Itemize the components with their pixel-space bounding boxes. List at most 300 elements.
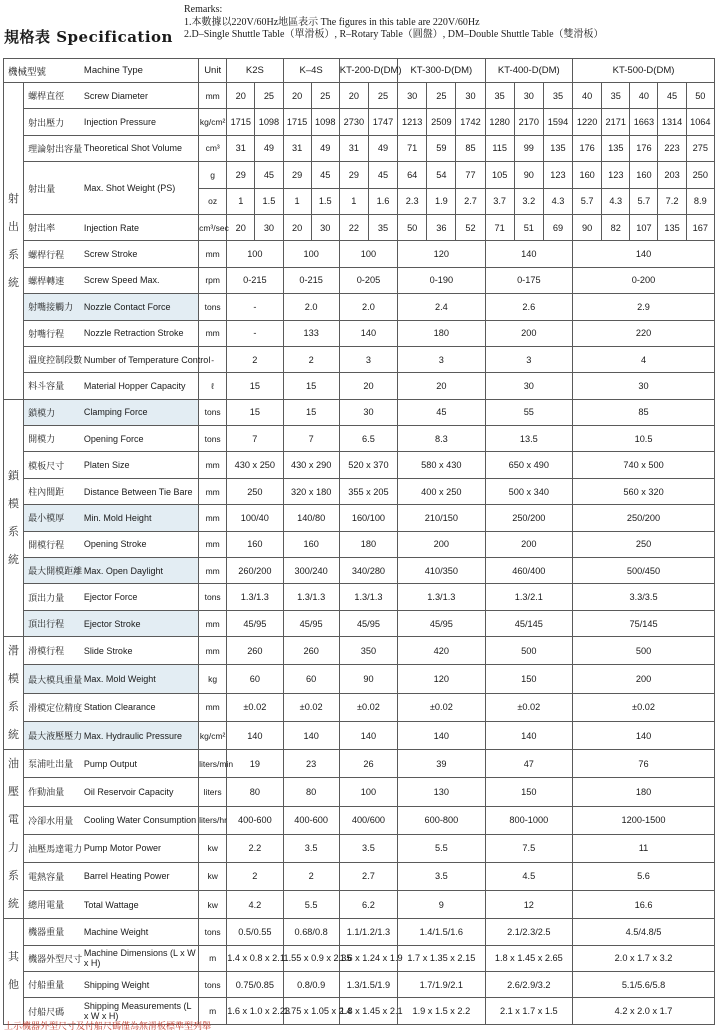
- row-label-en: Station Clearance: [80, 693, 199, 721]
- row-label-zh: 射出量: [24, 162, 80, 215]
- footnote: 上示機器外型尺寸及付船尺碼僅為無滑板標準型列舉: [4, 1021, 212, 1031]
- value-cell: 25: [311, 83, 339, 109]
- row-label-zh: 滑模定位精度: [24, 693, 80, 721]
- value-cell: 4.5: [485, 862, 572, 890]
- row-unit: mm: [199, 531, 227, 557]
- value-cell: 4.5/4.8/5: [573, 919, 715, 945]
- row-label-en: Injection Pressure: [80, 109, 199, 135]
- value-cell: 1.55 x 0.9 x 2.35: [283, 945, 339, 971]
- value-cell: 5.5: [398, 834, 485, 862]
- value-cell: 1.3/1.3: [398, 584, 485, 610]
- row-label-en: Screw Speed Max.: [80, 267, 199, 293]
- row-label-zh: 柱內間距: [24, 478, 80, 504]
- value-cell: 45/95: [227, 610, 283, 636]
- remarks-label: Remarks:: [184, 4, 223, 15]
- header-unit: Unit: [199, 59, 227, 83]
- value-cell: 2171: [602, 109, 630, 135]
- value-cell: 49: [368, 135, 397, 161]
- header-zh: 機械型號: [4, 59, 80, 83]
- value-cell: 13.5: [485, 426, 572, 452]
- value-cell: 35: [368, 214, 397, 240]
- value-cell: 4.2 x 2.0 x 1.7: [573, 998, 715, 1024]
- value-cell: 1: [283, 188, 311, 214]
- value-cell: 140: [485, 721, 572, 749]
- row-unit: kw: [199, 834, 227, 862]
- value-cell: 45: [368, 162, 397, 188]
- value-cell: 300/240: [283, 558, 339, 584]
- model-header: KT-400-D(DM): [485, 59, 572, 83]
- value-cell: 140: [485, 241, 572, 267]
- value-cell: 100/40: [227, 505, 283, 531]
- row-unit: liters: [199, 778, 227, 806]
- table-row: [4, 778, 715, 806]
- value-cell: 320 x 180: [283, 478, 339, 504]
- row-label-zh: 頂出行程: [24, 610, 80, 636]
- value-cell: 1: [227, 188, 255, 214]
- value-cell: 560 x 320: [573, 478, 715, 504]
- value-cell: 50: [686, 83, 714, 109]
- table-row: [4, 945, 715, 971]
- row-label-en: Material Hopper Capacity: [80, 373, 199, 399]
- model-header: KT-500-D(DM): [573, 59, 715, 83]
- row-unit: tons: [199, 584, 227, 610]
- row-label-en: Opening Stroke: [80, 531, 199, 557]
- value-cell: 740 x 500: [573, 452, 715, 478]
- value-cell: 120: [398, 665, 485, 693]
- value-cell: 52: [456, 214, 485, 240]
- value-cell: 77: [456, 162, 485, 188]
- row-label-zh: 油壓馬達電力: [24, 834, 80, 862]
- table-row: [4, 346, 715, 372]
- value-cell: 5.1/5.6/5.8: [573, 971, 715, 997]
- value-cell: 2170: [514, 109, 543, 135]
- value-cell: 80: [283, 778, 339, 806]
- value-cell: 1.8 x 1.45 x 2.1: [339, 998, 397, 1024]
- value-cell: 1220: [573, 109, 602, 135]
- value-cell: 15: [227, 373, 283, 399]
- row-label-zh: 機器重量: [24, 919, 80, 945]
- remark-line-1: 1.本數據以220V/60Hz地區表示 The figures in this table are 220V/60Hz: [184, 16, 480, 28]
- value-cell: 200: [398, 531, 485, 557]
- row-label-en: Pump Motor Power: [80, 834, 199, 862]
- value-cell: 200: [485, 531, 572, 557]
- value-cell: 2.4: [398, 294, 485, 320]
- value-cell: 2.9: [573, 294, 715, 320]
- section-label-other: 其 他: [4, 919, 24, 1025]
- value-cell: 500 x 340: [485, 478, 572, 504]
- value-cell: 1.6 x 1.0 x 2.23: [227, 998, 283, 1024]
- value-cell: 1.5: [311, 188, 339, 214]
- value-cell: 16.6: [573, 890, 715, 918]
- value-cell: 7.5: [485, 834, 572, 862]
- value-cell: 4.2: [227, 890, 283, 918]
- value-cell: 80: [227, 778, 283, 806]
- value-cell: 1594: [543, 109, 572, 135]
- value-cell: 1098: [255, 109, 283, 135]
- row-label-zh: 射嘴行程: [24, 320, 80, 346]
- row-unit: rpm: [199, 267, 227, 293]
- row-unit: mm: [199, 83, 227, 109]
- value-cell: ±0.02: [573, 693, 715, 721]
- value-cell: 2.0: [283, 294, 339, 320]
- value-cell: 9: [398, 890, 485, 918]
- value-cell: 3.2: [514, 188, 543, 214]
- value-cell: 133: [283, 320, 339, 346]
- value-cell: 2.1 x 1.7 x 1.5: [485, 998, 572, 1024]
- value-cell: 1715: [227, 109, 255, 135]
- value-cell: 200: [573, 665, 715, 693]
- row-label-zh: 最小模厚: [24, 505, 80, 531]
- value-cell: -: [227, 320, 283, 346]
- value-cell: 1280: [485, 109, 514, 135]
- value-cell: 90: [339, 665, 397, 693]
- value-cell: 3: [339, 346, 397, 372]
- value-cell: 0-215: [227, 267, 283, 293]
- row-label-zh: 機器外型尺寸: [24, 945, 80, 971]
- value-cell: 1.3/1.5/1.9: [339, 971, 397, 997]
- value-cell: 460/400: [485, 558, 572, 584]
- table-row: [4, 862, 715, 890]
- value-cell: 6.5: [339, 426, 397, 452]
- value-cell: 520 x 370: [339, 452, 397, 478]
- row-label-en: Ejector Stroke: [80, 610, 199, 636]
- value-cell: 2.3: [398, 188, 427, 214]
- row-label-zh: 付船重量: [24, 971, 80, 997]
- value-cell: 0-175: [485, 267, 572, 293]
- value-cell: 160: [573, 162, 602, 188]
- value-cell: 0.68/0.8: [283, 919, 339, 945]
- value-cell: 1064: [686, 109, 714, 135]
- value-cell: 400 x 250: [398, 478, 485, 504]
- value-cell: 4: [573, 346, 715, 372]
- value-cell: 800-1000: [485, 806, 572, 834]
- table-row: [4, 721, 715, 749]
- value-cell: 1.8 x 1.45 x 2.65: [485, 945, 572, 971]
- value-cell: 49: [255, 135, 283, 161]
- value-cell: 250/200: [485, 505, 572, 531]
- value-cell: 5.5: [283, 890, 339, 918]
- page-title: 規格表 Specification: [4, 28, 173, 46]
- value-cell: 140: [283, 721, 339, 749]
- row-label-en: Max. Shot Weight (PS): [80, 162, 199, 215]
- value-cell: 3: [398, 346, 485, 372]
- value-cell: 1742: [456, 109, 485, 135]
- value-cell: 180: [398, 320, 485, 346]
- value-cell: 20: [227, 83, 255, 109]
- specification-table: [3, 58, 715, 1025]
- value-cell: 1.7/1.9/2.1: [398, 971, 485, 997]
- row-unit: mm: [199, 693, 227, 721]
- table-row: [4, 83, 715, 109]
- row-label-en: Barrel Heating Power: [80, 862, 199, 890]
- table-row: [4, 478, 715, 504]
- value-cell: 2509: [427, 109, 456, 135]
- value-cell: 4.3: [602, 188, 630, 214]
- value-cell: 71: [485, 214, 514, 240]
- row-label-en: Pump Output: [80, 750, 199, 778]
- value-cell: 3.7: [485, 188, 514, 214]
- value-cell: 1.9 x 1.5 x 2.2: [398, 998, 485, 1024]
- value-cell: 140: [573, 241, 715, 267]
- value-cell: 220: [573, 320, 715, 346]
- value-cell: 400-600: [283, 806, 339, 834]
- row-unit: kg/cm²: [199, 109, 227, 135]
- row-label-en: Screw Diameter: [80, 83, 199, 109]
- value-cell: 1.6 x 1.24 x 1.9: [339, 945, 397, 971]
- value-cell: 30: [398, 83, 427, 109]
- row-label-en: Machine Dimensions (L x W x H): [80, 945, 199, 971]
- value-cell: 35: [543, 83, 572, 109]
- table-row: [4, 584, 715, 610]
- row-unit: cm³: [199, 135, 227, 161]
- value-cell: 140: [398, 721, 485, 749]
- value-cell: 160: [227, 531, 283, 557]
- table-row: [4, 558, 715, 584]
- row-label-en: Injection Rate: [80, 214, 199, 240]
- value-cell: 176: [573, 135, 602, 161]
- value-cell: 82: [602, 214, 630, 240]
- table-row: [4, 637, 715, 665]
- value-cell: 30: [255, 214, 283, 240]
- value-cell: 250/200: [573, 505, 715, 531]
- value-cell: 150: [485, 778, 572, 806]
- value-cell: 0-190: [398, 267, 485, 293]
- value-cell: 2: [227, 862, 283, 890]
- table-row: [4, 320, 715, 346]
- row-unit: m: [199, 998, 227, 1024]
- value-cell: 250: [686, 162, 714, 188]
- value-cell: 15: [227, 399, 283, 425]
- value-cell: 1663: [630, 109, 658, 135]
- value-cell: 45: [398, 399, 485, 425]
- value-cell: 140: [339, 320, 397, 346]
- value-cell: 250: [227, 478, 283, 504]
- value-cell: 180: [339, 531, 397, 557]
- value-cell: 51: [514, 214, 543, 240]
- section-label-power: 油 壓 電 力 系 統: [4, 750, 24, 919]
- section-label-mold: 鎖 模 系 統: [4, 399, 24, 637]
- value-cell: 650 x 490: [485, 452, 572, 478]
- row-label-zh: 螺桿直徑: [24, 83, 80, 109]
- value-cell: 1: [339, 188, 368, 214]
- value-cell: 200: [485, 320, 572, 346]
- value-cell: 69: [543, 214, 572, 240]
- value-cell: 2.2: [227, 834, 283, 862]
- value-cell: 15: [283, 399, 339, 425]
- row-label-en: Max. Hydraulic Pressure: [80, 721, 199, 749]
- row-unit: mm: [199, 452, 227, 478]
- value-cell: 0.8/0.9: [283, 971, 339, 997]
- table-row: [4, 890, 715, 918]
- row-label-zh: 螺桿轉速: [24, 267, 80, 293]
- row-label-en: Max. Open Daylight: [80, 558, 199, 584]
- row-label-en: Clamping Force: [80, 399, 199, 425]
- value-cell: 1.3/1.3: [339, 584, 397, 610]
- value-cell: 60: [227, 665, 283, 693]
- row-unit: m: [199, 945, 227, 971]
- row-label-en: Distance Between Tie Bare: [80, 478, 199, 504]
- row-label-zh: 模板尺寸: [24, 452, 80, 478]
- value-cell: 1213: [398, 109, 427, 135]
- value-cell: 54: [427, 162, 456, 188]
- value-cell: 2: [283, 346, 339, 372]
- value-cell: 100: [227, 241, 283, 267]
- table-row: [4, 294, 715, 320]
- row-unit: mm: [199, 505, 227, 531]
- model-header: K–4S: [283, 59, 339, 83]
- row-unit: tons: [199, 426, 227, 452]
- value-cell: 140: [573, 721, 715, 749]
- row-label-en: Shipping Weight: [80, 971, 199, 997]
- value-cell: 7: [283, 426, 339, 452]
- section-label-injection: 射 出 系 統: [4, 83, 24, 400]
- value-cell: 3.5: [339, 834, 397, 862]
- value-cell: 0-215: [283, 267, 339, 293]
- value-cell: 45/95: [398, 610, 485, 636]
- value-cell: -: [227, 294, 283, 320]
- value-cell: 150: [485, 665, 572, 693]
- table-row: [4, 214, 715, 240]
- value-cell: 50: [398, 214, 427, 240]
- row-label-en: Opening Force: [80, 426, 199, 452]
- value-cell: 2.1/2.3/2.5: [485, 919, 572, 945]
- value-cell: 500: [573, 637, 715, 665]
- value-cell: 1.3/1.3: [283, 584, 339, 610]
- value-cell: 1098: [311, 109, 339, 135]
- table-row: [4, 665, 715, 693]
- value-cell: 5.7: [573, 188, 602, 214]
- value-cell: 20: [339, 373, 397, 399]
- value-cell: 250: [573, 531, 715, 557]
- value-cell: 45/95: [283, 610, 339, 636]
- value-cell: 5.7: [630, 188, 658, 214]
- value-cell: 90: [514, 162, 543, 188]
- value-cell: 31: [339, 135, 368, 161]
- value-cell: 160/100: [339, 505, 397, 531]
- value-cell: 223: [658, 135, 686, 161]
- value-cell: 29: [283, 162, 311, 188]
- row-label-zh: 總用電量: [24, 890, 80, 918]
- value-cell: 45/145: [485, 610, 572, 636]
- value-cell: 45: [658, 83, 686, 109]
- value-cell: 2.6/2.9/3.2: [485, 971, 572, 997]
- table-row: [4, 806, 715, 834]
- value-cell: 29: [227, 162, 255, 188]
- value-cell: 180: [573, 778, 715, 806]
- value-cell: 1.3/1.3: [227, 584, 283, 610]
- row-label-en: Ejector Force: [80, 584, 199, 610]
- value-cell: 1.3/2.1: [485, 584, 572, 610]
- value-cell: 4.3: [543, 188, 572, 214]
- value-cell: 8.9: [686, 188, 714, 214]
- value-cell: 3.3/3.5: [573, 584, 715, 610]
- value-cell: 176: [630, 135, 658, 161]
- value-cell: 30: [573, 373, 715, 399]
- value-cell: 29: [339, 162, 368, 188]
- row-label-zh: 理論射出容量: [24, 135, 80, 161]
- value-cell: 6.2: [339, 890, 397, 918]
- value-cell: 45: [255, 162, 283, 188]
- value-cell: 39: [398, 750, 485, 778]
- row-label-zh: 泵浦吐出量: [24, 750, 80, 778]
- row-unit: mm: [199, 478, 227, 504]
- value-cell: 2.7: [339, 862, 397, 890]
- value-cell: 30: [514, 83, 543, 109]
- value-cell: 1.75 x 1.05 x 2.4: [283, 998, 339, 1024]
- row-unit: cm³/sec: [199, 214, 227, 240]
- value-cell: 7.2: [658, 188, 686, 214]
- value-cell: 8.3: [398, 426, 485, 452]
- row-label-zh: 射出壓力: [24, 109, 80, 135]
- value-cell: ±0.02: [283, 693, 339, 721]
- row-unit: ℓ: [199, 373, 227, 399]
- table-row: [4, 399, 715, 425]
- value-cell: 430 x 290: [283, 452, 339, 478]
- row-unit: tons: [199, 971, 227, 997]
- row-label-en: Screw Stroke: [80, 241, 199, 267]
- row-unit: -: [199, 346, 227, 372]
- value-cell: 100: [283, 241, 339, 267]
- table-row: [4, 693, 715, 721]
- value-cell: 7: [227, 426, 283, 452]
- value-cell: 10.5: [573, 426, 715, 452]
- value-cell: 5.6: [573, 862, 715, 890]
- table-row: [4, 267, 715, 293]
- value-cell: 15: [283, 373, 339, 399]
- value-cell: 1715: [283, 109, 311, 135]
- value-cell: 1.5: [255, 188, 283, 214]
- row-label-zh: 頂出力量: [24, 584, 80, 610]
- row-label-zh: 電熱容量: [24, 862, 80, 890]
- row-unit: mm: [199, 558, 227, 584]
- value-cell: 12: [485, 890, 572, 918]
- value-cell: 20: [398, 373, 485, 399]
- row-label-en: Total Wattage: [80, 890, 199, 918]
- value-cell: 49: [311, 135, 339, 161]
- value-cell: 60: [283, 665, 339, 693]
- value-cell: 260/200: [227, 558, 283, 584]
- row-label-en: Shipping Measurements (L x W x H): [80, 998, 199, 1024]
- value-cell: 30: [339, 399, 397, 425]
- value-cell: 355 x 205: [339, 478, 397, 504]
- table-row: [4, 971, 715, 997]
- value-cell: ±0.02: [398, 693, 485, 721]
- row-label-en: Nozzle Retraction Stroke: [80, 320, 199, 346]
- table-row: [4, 919, 715, 945]
- row-label-zh: 作動油量: [24, 778, 80, 806]
- row-unit: oz: [199, 188, 227, 214]
- value-cell: 140: [339, 721, 397, 749]
- row-unit: mm: [199, 241, 227, 267]
- table-row: [4, 135, 715, 161]
- value-cell: 35: [485, 83, 514, 109]
- value-cell: 40: [630, 83, 658, 109]
- value-cell: 1.7 x 1.35 x 2.15: [398, 945, 485, 971]
- value-cell: 120: [398, 241, 485, 267]
- value-cell: 1.4 x 0.8 x 2.1: [227, 945, 283, 971]
- value-cell: 90: [573, 214, 602, 240]
- table-row: [4, 452, 715, 478]
- value-cell: 20: [339, 83, 368, 109]
- row-label-zh: 開模力: [24, 426, 80, 452]
- row-label-zh: 最大液壓壓力: [24, 721, 80, 749]
- value-cell: 26: [339, 750, 397, 778]
- row-unit: kg/cm²: [199, 721, 227, 749]
- table-row: [4, 162, 715, 188]
- value-cell: 2730: [339, 109, 368, 135]
- value-cell: 340/280: [339, 558, 397, 584]
- value-cell: 85: [456, 135, 485, 161]
